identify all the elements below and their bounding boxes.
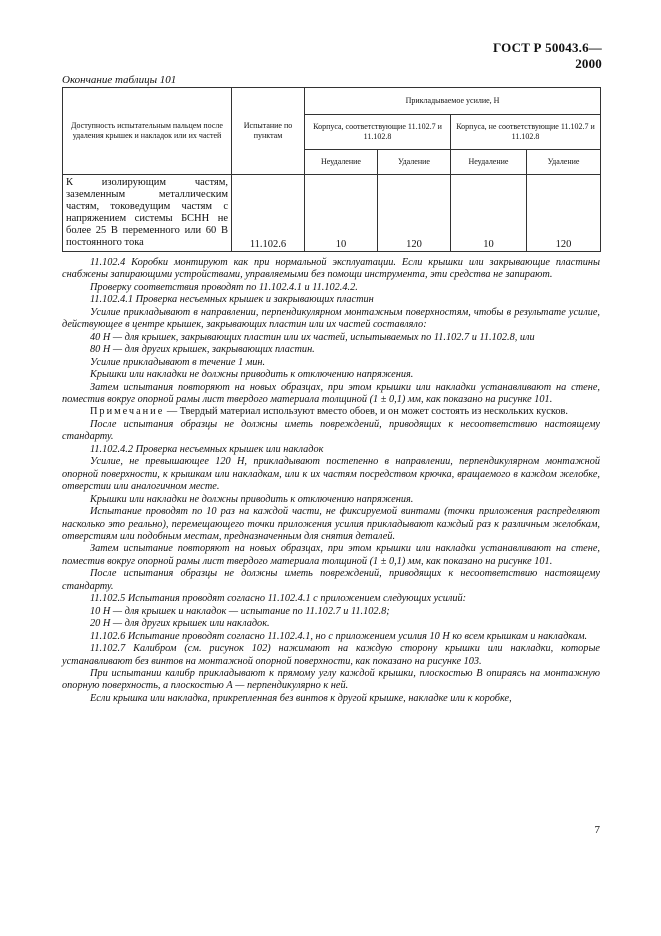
paragraph: Испытание проводят по 10 раз на каждой части, не фиксируемой винтами (точки приложения распределяют насколько это реально), перемещающего точки приложения усилия прикладывают каждый раз к различным желобкам, отверстиям или подобным местам, предназначенным для снятия деталей. [62, 506, 600, 542]
cell-force-value: 10 [305, 175, 378, 252]
leaf-header-not-removed: Неудаление [451, 150, 527, 175]
paragraph-11-102-4-1: 11.102.4.1 Проверка несъемных крышек и закрывающих пластин [90, 294, 374, 306]
paragraph: После испытания образцы не должны иметь повреждений, приводящих к несоответствию настоящему стандарту. [62, 418, 600, 443]
paragraph-11-102-7: 11.102.7 Калибром (см. рисунок 102) нажимают на каждую сторону крышки или накладки, которые устанавливают без винтов на монтажной опорной поверхности, как показано на рисунке 103. [62, 643, 600, 667]
col-header-test-clauses: Испытание по пунктам [232, 88, 305, 175]
test-force-table [62, 87, 601, 252]
note-text: — Твердый материал используют вместо обоев, и он может состоять из нескольких кусков. [164, 406, 568, 418]
paragraph-11-102-6: 11.102.6 Испытание проводят согласно 11.102.4.1, но с приложением усилия 10 Н ко всем крышкам и накладкам. [90, 630, 588, 642]
leaf-header-removed: Удаление [527, 150, 601, 175]
col-header-applied-force: Прикладываемое усилие, Н [305, 88, 601, 115]
paragraph: При испытании калибр прикладывают к прямому углу каждой крышки, плоскостью В опираясь на монтажную опорную поверхность, а плоскостью А — перпендикулярно к ней. [62, 667, 600, 692]
cell-test-clause: 11.102.6 [232, 175, 305, 252]
row-label-accessible-parts: К изолирующим частям, заземленным металлическим частям, токоведущим частям с напряжением системы БСНН не более 25 В переменного или 60 В постоянного тока [63, 175, 232, 252]
paragraph: Усилие прикладывают в направлении, перпендикулярном монтажным поверхностям, чтобы в результате усилие, действующее в центре крышек, закрывающих пластин или их частей составляло: [62, 306, 600, 331]
paragraph: Усилие прикладывают в течение 1 мин. [90, 356, 266, 368]
paragraph: 20 Н — для других крышек или накладок. [90, 618, 270, 630]
paragraph-11-102-4: 11.102.4 Коробки монтируют как при нормальной эксплуатации. Если крышки или закрывающие пластины снабжены запирающими устройствами, управляемыми без помощи инструмента, эти средства не запирают. [62, 257, 600, 281]
paragraph: 40 Н — для крышек, закрывающих пластин или их частей, испытываемых по 11.102.7 и 11.102.8, или [90, 331, 535, 343]
standard-header: ГОСТ Р 50043.6—2000 [493, 40, 602, 71]
leaf-header-removed: Удаление [378, 150, 451, 175]
paragraph: Крышки или накладки не должны приводить к отключению напряжения. [90, 369, 414, 381]
table-caption: Окончание таблицы 101 [62, 74, 177, 86]
document-body [62, 257, 600, 705]
cell-force-value: 10 [451, 175, 527, 252]
paragraph: Проверку соответствия проводят по 11.102.4.1 и 11.102.4.2. [90, 281, 358, 293]
subheader-noncompliant-enclosures: Корпуса, не соответствующие 11.102.7 и 11.102.8 [451, 115, 601, 150]
paragraph: Затем испытания повторяют на новых образцах, при этом крышки или накладки устанавливают на стене, поместив вокруг опорной рамы лист твердого материала толщиной (1 ± 0,1) мм, как показано на рисунке 101. [62, 381, 600, 405]
cell-force-value: 120 [527, 175, 601, 252]
paragraph: Если крышка или накладка, прикрепленная без винтов к другой крышке, накладке или к коробке, [90, 692, 512, 704]
note-label: Примечание [90, 406, 165, 418]
paragraph: Затем испытание повторяют на новых образцах, при этом крышки или накладки устанавливают на стене, поместив вокруг опорной рамы лист твердого материала толщиной (1 ± 0,1) мм, как показано на рисунке 101. [62, 543, 600, 567]
cell-force-value: 120 [378, 175, 451, 252]
page-number: 7 [594, 824, 600, 836]
paragraph: Усилие, не превышающее 120 Н, прикладывают постепенно в направлении, перпендикулярном монтажной опорной поверхности, к крышкам или накладкам, или к их частям посредством крючка, вращаемого в каждом желобке, отверстии или аналогичном месте. [62, 456, 600, 493]
paragraph: 10 Н — для крышек и накладок — испытание по 11.102.7 и 11.102.8; [90, 605, 390, 617]
col-header-accessibility: Доступность испытательным пальцем после удаления крышек и накладок или их частей [63, 88, 232, 175]
leaf-header-not-removed: Неудаление [305, 150, 378, 175]
paragraph-11-102-4-2: 11.102.4.2 Проверка несъемных крышек или накладок [90, 443, 324, 455]
paragraph: После испытания образцы не должны иметь повреждений, приводящих к несоответствию настоящему стандарту. [62, 568, 600, 592]
note-paragraph [62, 406, 600, 418]
paragraph: 80 Н — для других крышек, закрывающих пластин. [90, 344, 315, 356]
subheader-compliant-enclosures: Корпуса, соответствующие 11.102.7 и 11.102.8 [305, 115, 451, 150]
paragraph-11-102-5: 11.102.5 Испытания проводят согласно 11.102.4.1 с приложением следующих усилий: [90, 593, 467, 605]
paragraph: Крышки или накладки не должны приводить к отключению напряжения. [90, 493, 414, 505]
